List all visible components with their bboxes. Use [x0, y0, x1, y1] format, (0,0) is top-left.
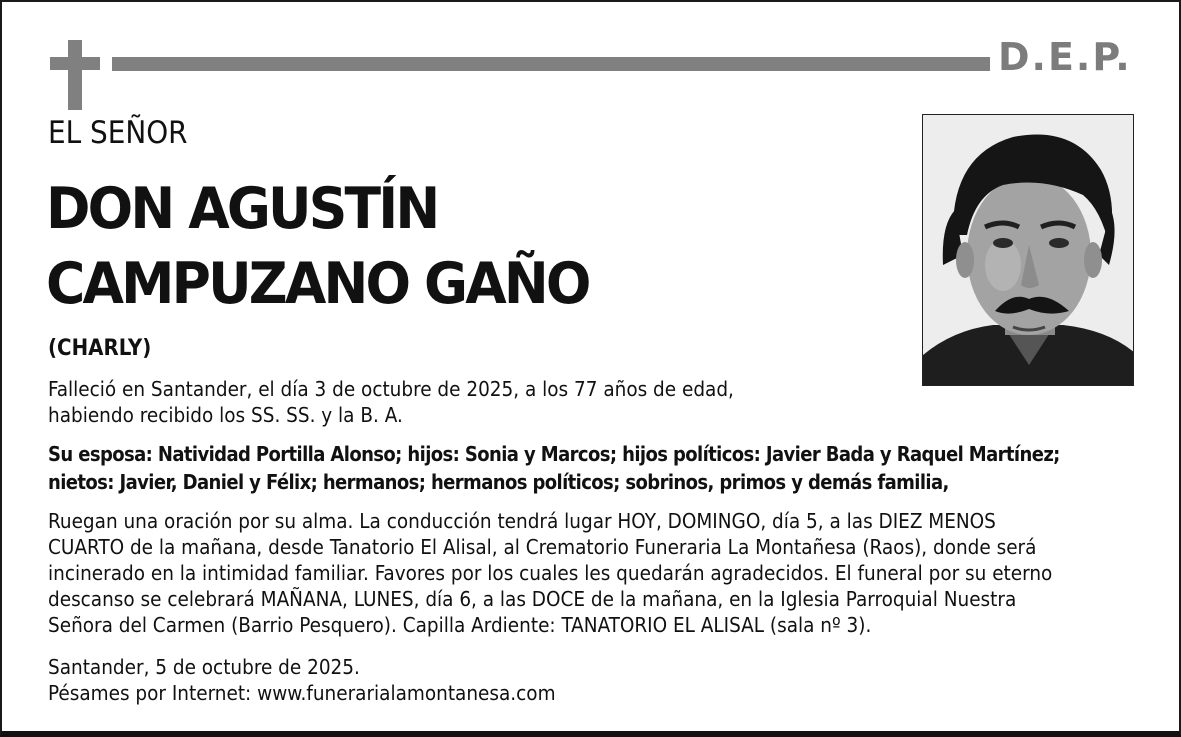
family-line-2: nietos: Javier, Daniel y Félix; hermanos; hermanos políticos; sobrinos, primos y demás familia,	[48, 470, 949, 494]
service-details	[48, 508, 1148, 638]
portrait-photo	[922, 114, 1134, 386]
deceased-name	[46, 172, 589, 322]
closing-block	[48, 654, 848, 706]
header-rule	[112, 57, 990, 71]
service-line-1: Ruegan una oración por su alma. La conducción tendrá lugar HOY, DOMINGO, día 5, a las DIEZ MENOS	[48, 509, 996, 533]
service-line-5: Señora del Carmen (Barrio Pesquero). Capilla Ardiente: TANATORIO EL ALISAL (sala nº 3).	[48, 613, 872, 637]
service-line-4: descanso se celebrará MAÑANA, LUNES, día 6, a las DOCE de la mañana, en la Iglesia Parroquial Nuestra	[48, 587, 1017, 611]
name-line-2: CAMPUZANO GAÑO	[46, 251, 589, 317]
portrait-image	[923, 115, 1134, 386]
family-line-1: Su esposa: Natividad Portilla Alonso; hijos: Sonia y Marcos; hijos políticos: Javier Bada y Raquel Martínez;	[48, 442, 1060, 466]
name-line-1: DON AGUSTÍN	[46, 176, 438, 242]
family-list	[48, 440, 1168, 496]
death-statement	[48, 376, 848, 428]
death-line-1: Falleció en Santander, el día 3 de octubre de 2025, a los 77 años de edad,	[48, 377, 734, 401]
cross-icon-bar	[50, 57, 100, 70]
service-line-3: incinerado en la intimidad familiar. Favores por los cuales les quedarán agradecidos. El funeral por su eterno	[48, 561, 1053, 585]
dep-label: D.E.P.	[998, 35, 1132, 79]
condolences-link[interactable]: Pésames por Internet: www.funerarialamontanesa.com	[48, 681, 556, 705]
nickname: (CHARLY)	[48, 336, 152, 361]
cross-icon	[68, 40, 82, 110]
place-date: Santander, 5 de octubre de 2025.	[48, 655, 360, 679]
death-line-2: habiendo recibido los SS. SS. y la B. A.	[48, 403, 403, 427]
title-label: EL SEÑOR	[48, 115, 188, 151]
service-line-2: CUARTO de la mañana, desde Tanatorio El Alisal, al Crematorio Funeraria La Montañesa (Raos), donde será	[48, 535, 1037, 559]
